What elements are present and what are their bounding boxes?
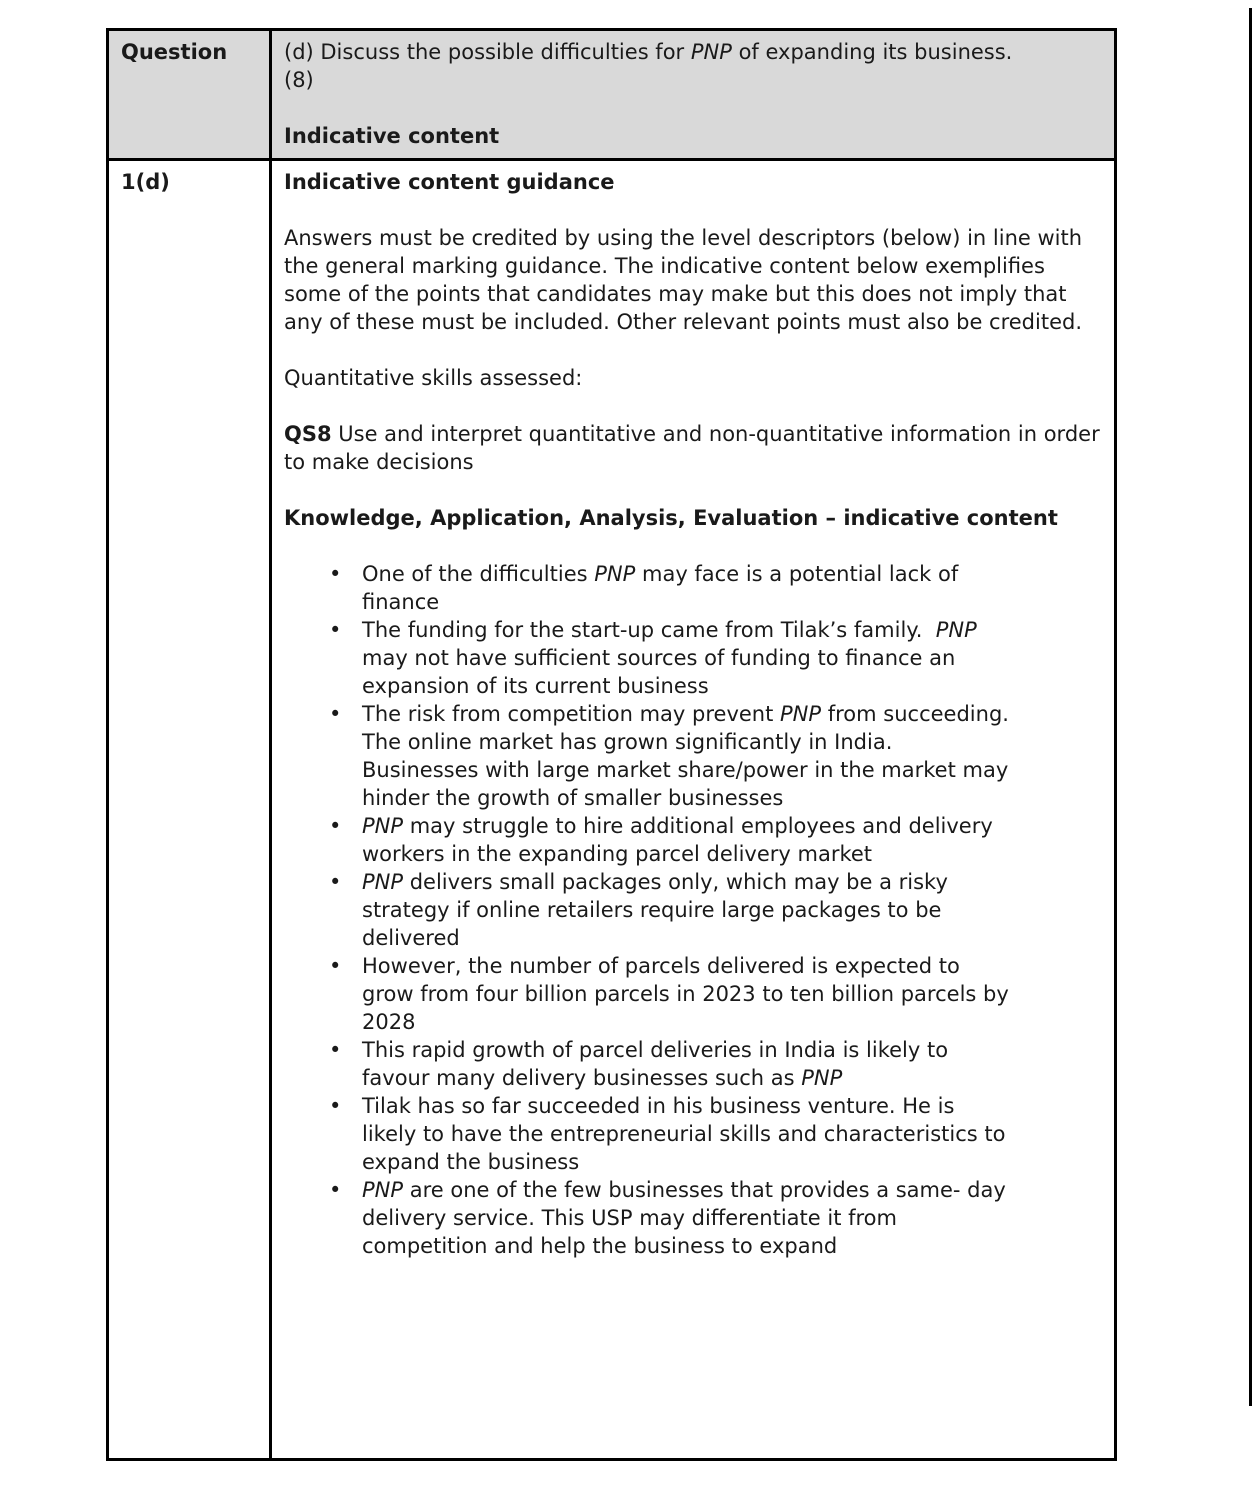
- bullet-item: [284, 700, 1102, 812]
- indicative-content-heading: Indicative content: [284, 124, 500, 148]
- text-run: One of the difficulties: [362, 562, 595, 586]
- paragraph: [284, 420, 1107, 476]
- bullet-text: [362, 560, 1012, 616]
- bullet-item: [284, 952, 1102, 1036]
- text-run: may struggle to hire additional employees and delivery workers in the expanding parcel delivery market: [362, 814, 1000, 866]
- bullet-marker-icon: •: [329, 562, 342, 586]
- bullet-marker-icon: •: [329, 618, 342, 642]
- text-run: are one of the few businesses that provides a same- day delivery service. This USP may differentiate it from competition and help the business to expand: [362, 1178, 1013, 1258]
- text-run: PNP: [780, 702, 822, 726]
- bullet-item: [284, 868, 1102, 952]
- text-run: PNP: [362, 1178, 404, 1202]
- bullet-item: [284, 1176, 1102, 1260]
- text-run: PNP: [594, 562, 636, 586]
- paragraph: [284, 364, 1102, 392]
- text-run: delivers small packages only, which may be a risky strategy if online retailers require large packages to be delivered: [362, 870, 955, 950]
- question-header-cell: [109, 31, 272, 161]
- bullet-marker-icon: •: [329, 1094, 342, 1118]
- bullet-marker-icon: •: [329, 1038, 342, 1062]
- text-run: However, the number of parcels delivered is expected to grow from four billion parcels in 2023 to ten billion parcels by 2028: [362, 954, 1016, 1034]
- heading: [284, 504, 1102, 532]
- text-run: This rapid growth of parcel deliveries in India is likely to favour many delivery businesses such as: [362, 1038, 955, 1090]
- text-run: may face is a potential lack of finance: [362, 562, 965, 614]
- indicative-content-cell: [272, 161, 1114, 1458]
- text-run: PNP: [690, 40, 732, 64]
- page-right-border-line: [1249, 8, 1252, 1406]
- text-run: of expanding its business.: [731, 40, 1013, 64]
- bullet-text: [362, 1176, 1012, 1260]
- text-run: Knowledge, Application, Analysis, Evaluation – indicative content: [284, 506, 1058, 530]
- text-run: PNP: [935, 618, 977, 642]
- bullet-item: [284, 560, 1102, 616]
- bullet-item: [284, 812, 1102, 868]
- bullet-marker-icon: •: [329, 814, 342, 838]
- bullet-list: [284, 560, 1102, 1260]
- bullet-text: [362, 952, 1016, 1036]
- text-run: (d) Discuss the possible difficulties for: [284, 40, 691, 64]
- text-run: QS8: [284, 422, 332, 446]
- bullet-text: [362, 616, 1012, 700]
- question-number-label: 1(d): [121, 170, 170, 194]
- text-run: from succeeding. The online market has grown significantly in India. Businesses with large market share/power in the market may hinder the growth of smaller businesses: [362, 702, 1016, 810]
- bullet-item: [284, 616, 1102, 700]
- bullet-text: [362, 868, 1012, 952]
- heading: [284, 168, 1102, 196]
- paragraph: [284, 224, 1102, 336]
- question-header-label: Question: [121, 40, 228, 64]
- text-run: PNP: [362, 870, 404, 894]
- mark-scheme-table: [106, 28, 1117, 1461]
- bullet-marker-icon: •: [329, 870, 342, 894]
- question-text: [284, 38, 1102, 66]
- text-run: PNP: [801, 1066, 843, 1090]
- text-run: The risk from competition may prevent: [362, 702, 781, 726]
- bullet-text: [362, 1092, 1012, 1176]
- bullet-text: [362, 1036, 1012, 1092]
- text-run: PNP: [362, 814, 404, 838]
- text-run: The funding for the start-up came from Tilak’s family.: [362, 618, 936, 642]
- bullet-marker-icon: •: [329, 954, 342, 978]
- text-run: Use and interpret quantitative and non-quantitative information in order to make decisions: [284, 422, 1107, 474]
- bullet-text: [362, 812, 1012, 868]
- bullet-item: [284, 1036, 1102, 1092]
- text-run: Answers must be credited by using the level descriptors (below) in line with the general marking guidance. The indicative content below exemplifies some of the points that candidates may make but this does not imply that any of these must be included. Other relevant points must also be credited.: [284, 226, 1089, 334]
- bullet-text: [362, 700, 1016, 812]
- bullet-marker-icon: •: [329, 702, 342, 726]
- question-number-cell: [109, 161, 272, 1458]
- bullet-marker-icon: •: [329, 1178, 342, 1202]
- question-text-cell: [272, 31, 1114, 161]
- question-marks: (8): [284, 68, 314, 92]
- text-run: may not have sufficient sources of funding to finance an expansion of its current business: [362, 618, 984, 698]
- bullet-item: [284, 1092, 1102, 1176]
- text-run: Indicative content guidance: [284, 170, 615, 194]
- text-run: Tilak has so far succeeded in his business venture. He is likely to have the entrepreneurial skills and characteristics to expand the business: [362, 1094, 1013, 1174]
- text-run: Quantitative skills assessed:: [284, 366, 583, 390]
